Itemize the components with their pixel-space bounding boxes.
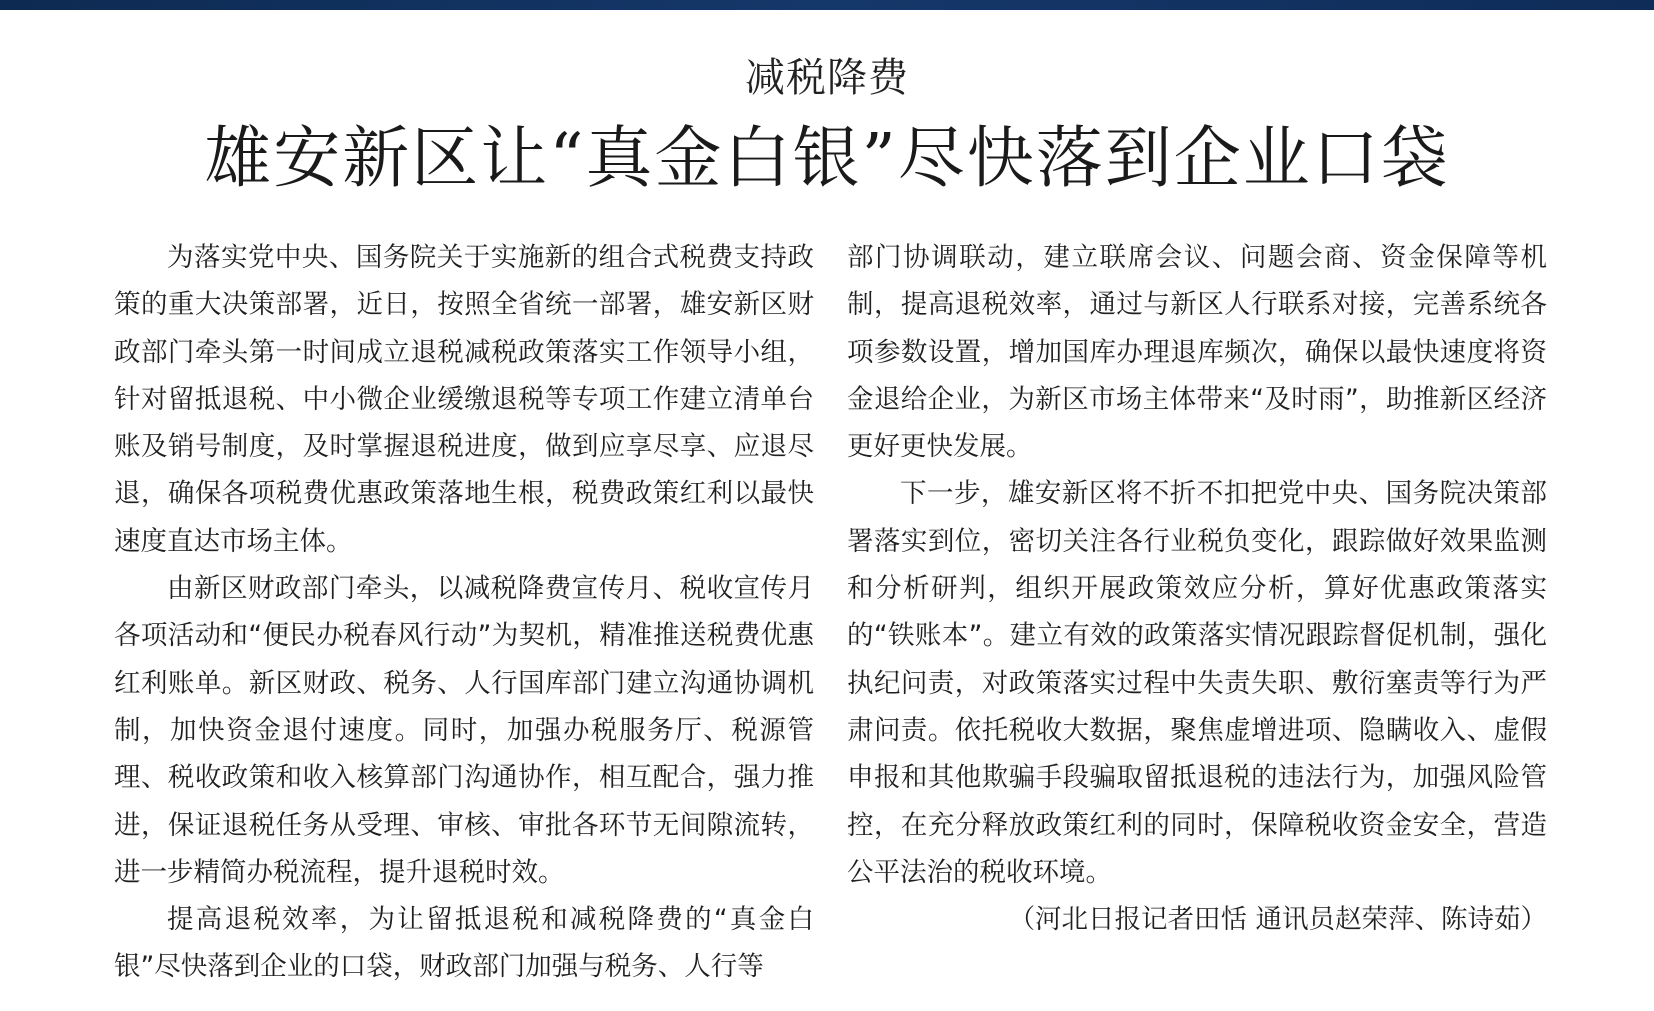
article-headline: 雄安新区让“真金白银”尽快落到企业口袋 bbox=[204, 119, 1450, 197]
article-paragraph: 下一步，雄安新区将不折不扣把党中央、国务院决策部署落实到位，密切关注各行业税负变化，跟踪做好效果监测和分析研判，组织开展政策效应分析，算好优惠政策落实的“铁账本”。建立有效的政策落实情况跟踪督促机制，强化执纪问责，对政策落实过程中失责失职、敷衍塞责等行为严肃问责。依托税收大数据，聚焦虚增进项、隐瞒收入、虚假申报和其他欺骗手段骗取留抵退税的违法行为，加强风险管控，在充分释放政策红利的同时，保障税收资金安全，营造公平法治的税收环境。 bbox=[847, 478, 1547, 888]
article-byline: （河北日报记者田恬 通讯员赵荣萍、陈诗茹） bbox=[1008, 904, 1547, 936]
article-column-left bbox=[114, 234, 814, 991]
article-paragraph: 提高退税效率，为让留抵退税和减税降费的“真金白银”尽快落到企业的口袋，财政部门加强与税务、人行等 bbox=[114, 904, 814, 983]
article-paragraph-continued: 部门协调联动，建立联席会议、问题会商、资金保障等机制，提高退税效率，通过与新区人行联系对接，完善系统各项参数设置，增加国库办理退库频次，确保以最快速度将资金退给企业，为新区市场主体带来“及时雨”，助推新区经济更好更快发展。 bbox=[847, 242, 1547, 463]
section-kicker: 减税降费 bbox=[745, 55, 909, 101]
article-paragraph: 为落实党中央、国务院关于实施新的组合式税费支持政策的重大决策部署，近日，按照全省统一部署，雄安新区财政部门牵头第一时间成立退税减税政策落实工作领导小组，针对留抵退税、中小微企业缓缴退税等专项工作建立清单台账及销号制度，及时掌握退税进度，做到应享尽享、应退尽退，确保各项税费优惠政策落地生根，税费政策红利以最快速度直达市场主体。 bbox=[114, 242, 814, 557]
top-color-band bbox=[0, 0, 1654, 10]
article-column-right bbox=[847, 234, 1547, 943]
article-paragraph: 由新区财政部门牵头，以减税降费宣传月、税收宣传月各项活动和“便民办税春风行动”为契机，精准推送税费优惠红利账单。新区财政、税务、人行国库部门建立沟通协调机制，加快资金退付速度。同时，加强办税服务厅、税源管理、税收政策和收入核算部门沟通协作，相互配合，强力推进，保证退税任务从受理、审核、审批各环节无间隙流转，进一步精简办税流程，提升退税时效。 bbox=[114, 573, 814, 888]
